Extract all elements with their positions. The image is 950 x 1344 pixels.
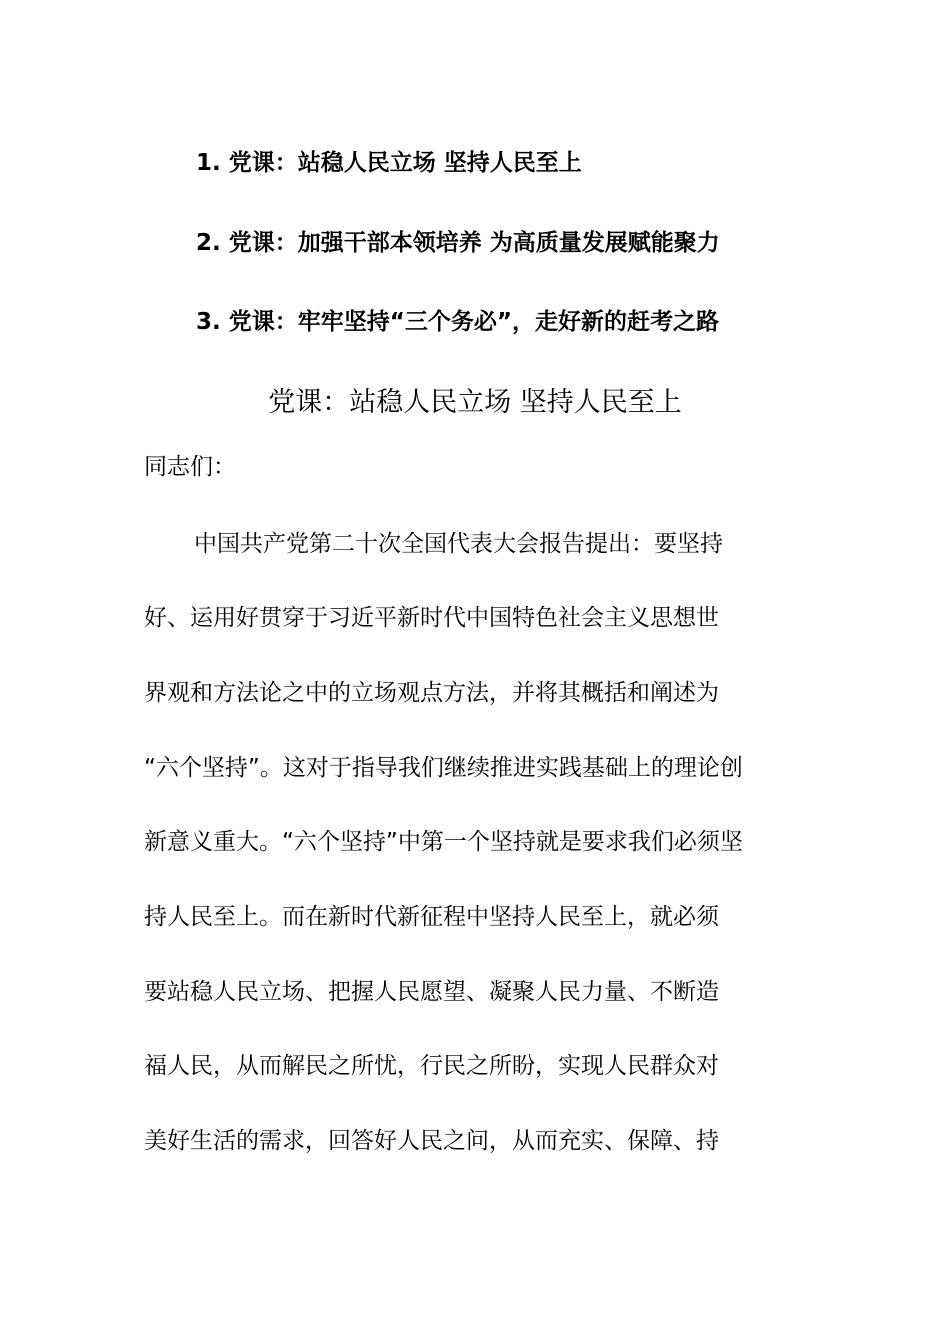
body-line: 持人民至上。而在新时代新征程中坚持人民至上，就必须 bbox=[144, 904, 719, 930]
body-line: 界观和方法论之中的立场观点方法，并将其概括和阐述为 bbox=[144, 680, 719, 706]
body-line: 中国共产党第二十次全国代表大会报告提出：要坚持 bbox=[194, 531, 723, 557]
toc-item-1: 1. 党课：站稳人民立场 坚持人民至上 bbox=[196, 150, 582, 176]
body-line: 要站稳人民立场、把握人民愿望、凝聚人民力量、不断造 bbox=[144, 979, 719, 1005]
body-line: 好、运用好贯穿于习近平新时代中国特色社会主义思想世 bbox=[144, 605, 719, 631]
body-line: 新意义重大。“六个坚持”中第一个坚持就是要求我们必须坚 bbox=[144, 829, 743, 855]
document-title: 党课：站稳人民立场 坚持人民至上 bbox=[268, 387, 682, 418]
body-line: 福人民，从而解民之所忧，行民之所盼，实现人民群众对 bbox=[144, 1053, 719, 1079]
salutation: 同志们： bbox=[144, 454, 236, 480]
toc-item-2: 2. 党课：加强干部本领培养 为高质量发展赋能聚力 bbox=[196, 230, 720, 256]
body-line: 美好生活的需求，回答好人民之问，从而充实、保障、持 bbox=[144, 1128, 719, 1154]
toc-item-3: 3. 党课：牢牢坚持“三个务必”，走好新的赶考之路 bbox=[196, 309, 719, 335]
body-line: “六个坚持”。这对于指导我们继续推进实践基础上的理论创 bbox=[144, 755, 743, 781]
